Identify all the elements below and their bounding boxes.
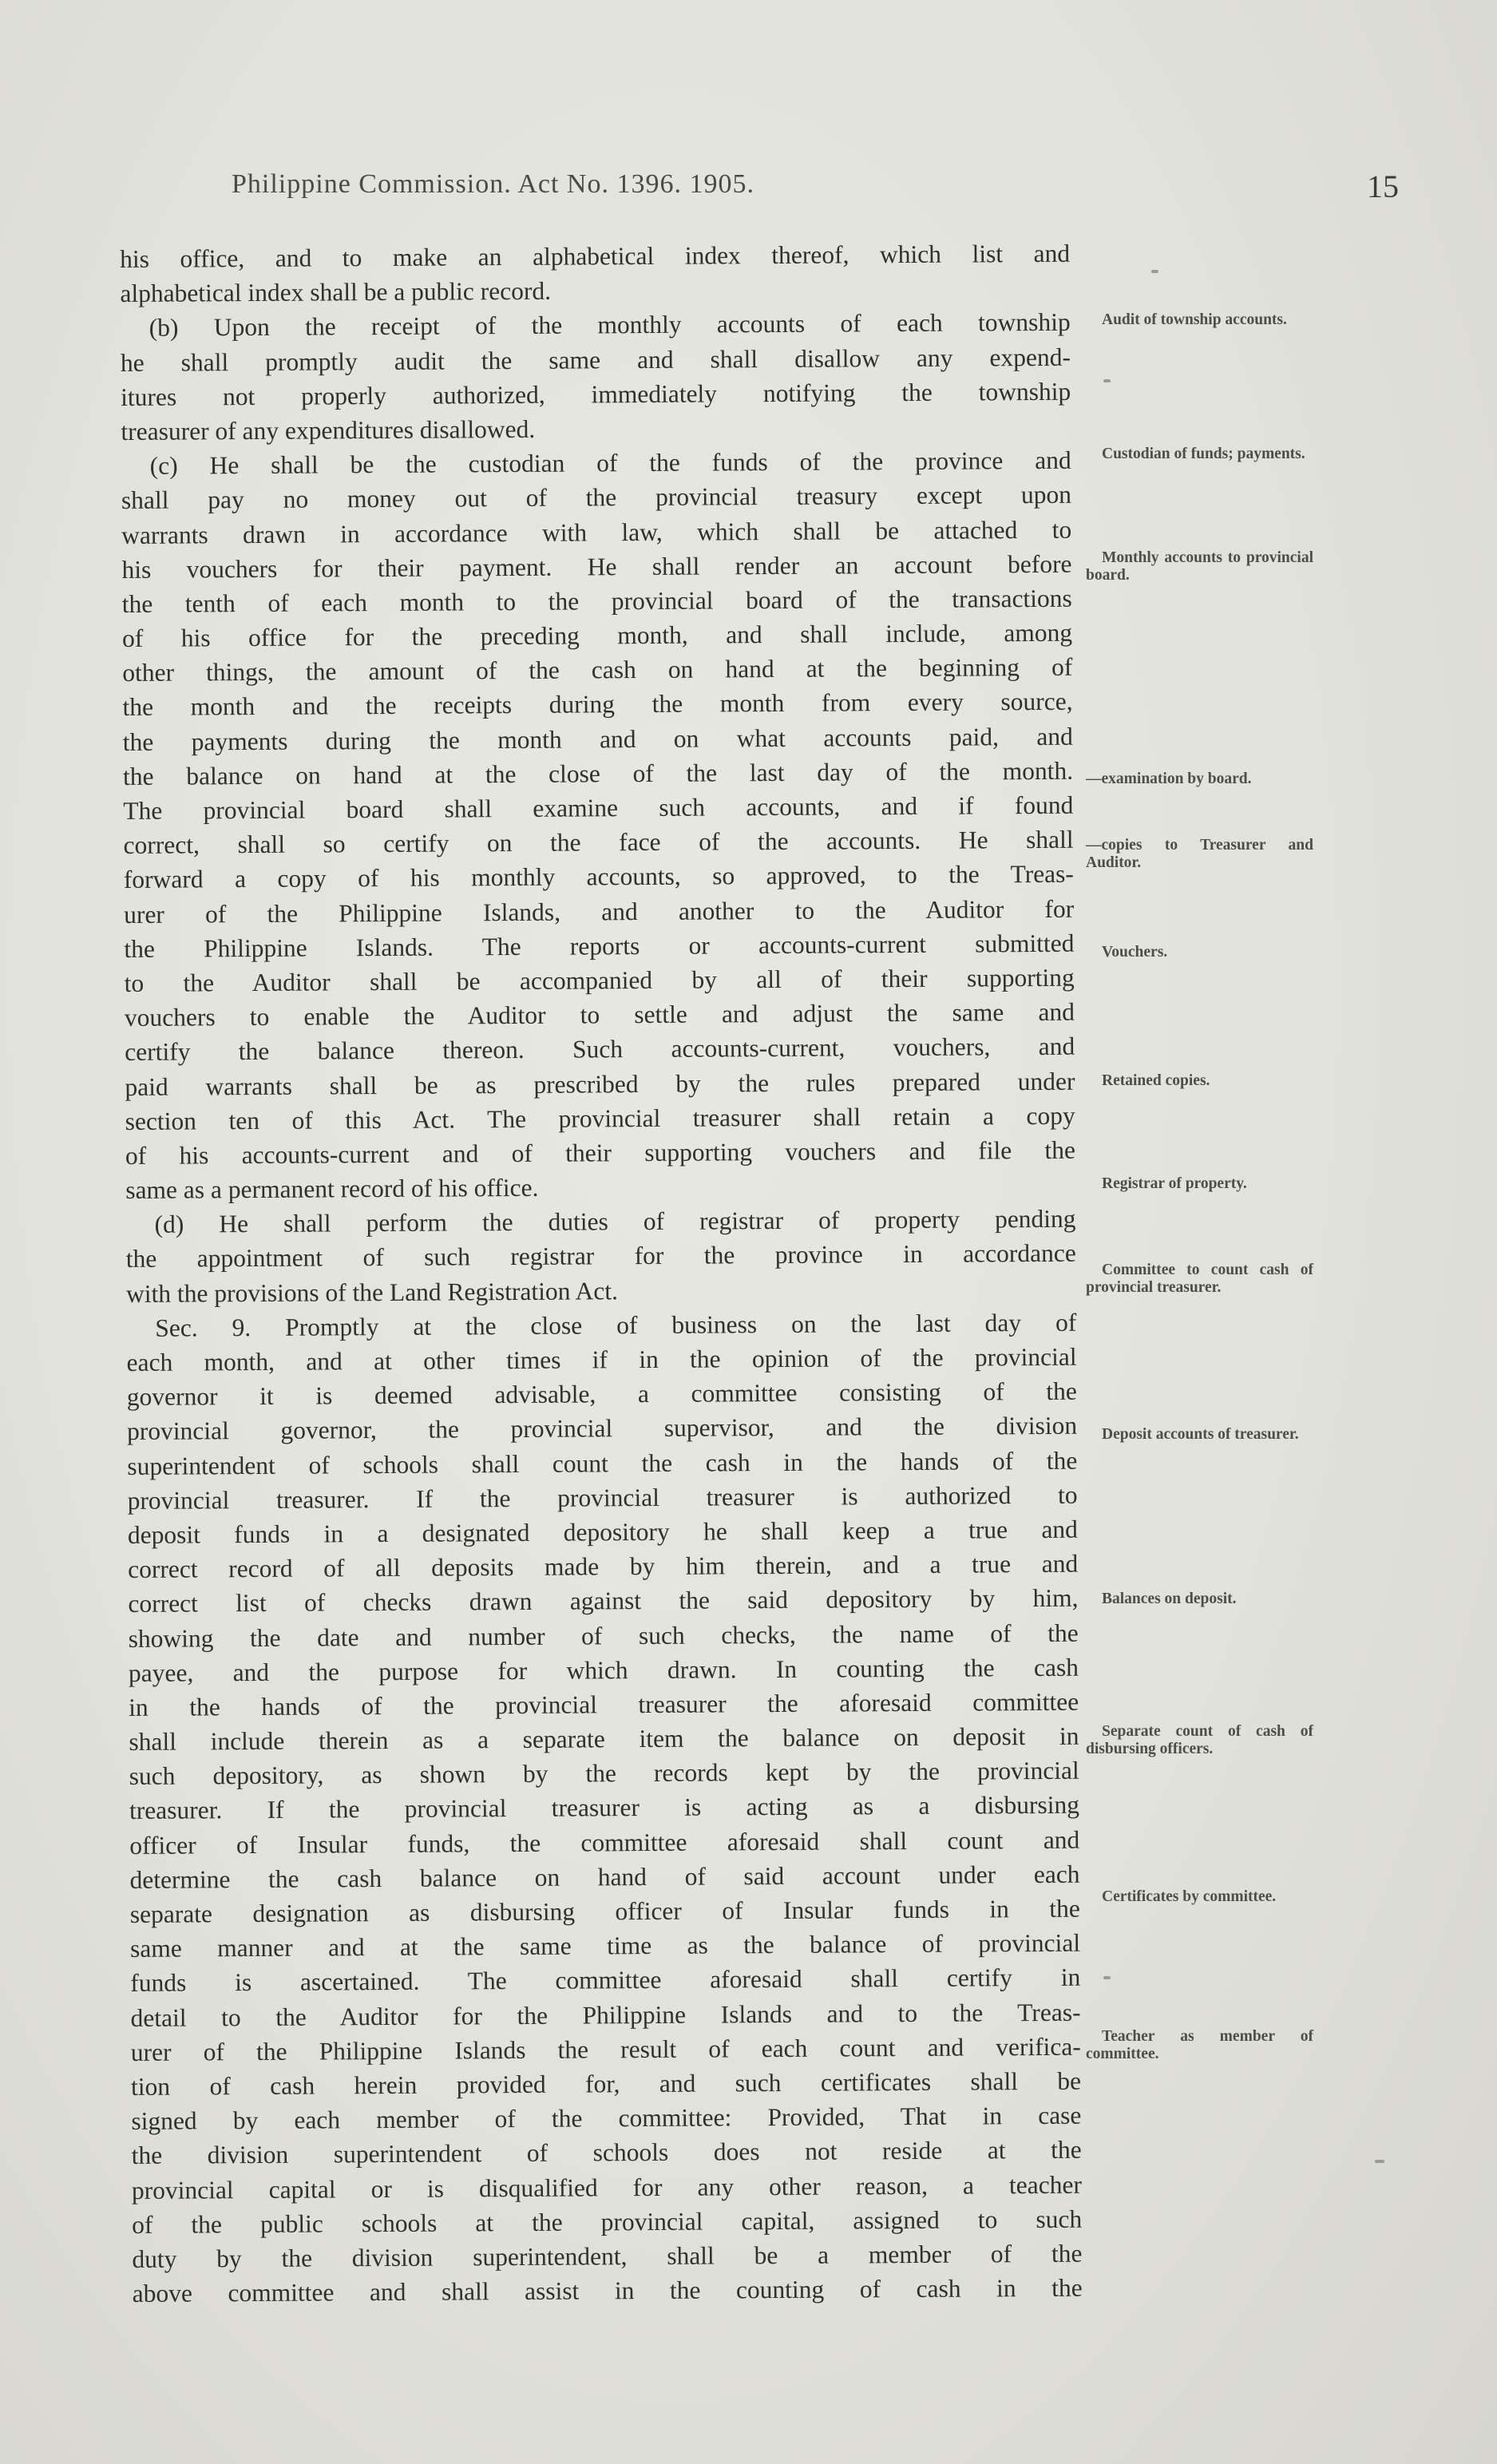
print-speck <box>1151 270 1158 273</box>
text-line: of his office for the preceding month, and shall include, among <box>121 618 1073 653</box>
text-line: determine the cash balance on hand of said account under each <box>129 1860 1080 1894</box>
text-line: the tenth of each month to the provincial board of the transactions <box>121 584 1072 618</box>
text-line: same manner and at the same time as the balance of provincial <box>129 1928 1081 1963</box>
text-line: governor it is deemed advisable, a committee consisting of the <box>126 1377 1077 1412</box>
running-head: Philippine Commission. Act No. 1396. 1905. <box>232 169 754 199</box>
text-line: urer of the Philippine Islands the result of each count and verifica- <box>130 2032 1081 2066</box>
text-line: he shall promptly audit the same and shall disallow any expend- <box>120 343 1071 377</box>
text-line: separate designation as disbursing officer of Insular funds in the <box>129 1894 1080 1928</box>
text-line: Sec. 9. Promptly at the close of business on the last day of <box>155 1308 1077 1342</box>
text-line: his vouchers for their payment. He shall render an account before <box>121 549 1072 584</box>
text-line: payee, and the purpose for which drawn. In counting the cash <box>128 1653 1079 1687</box>
text-line: same as a permanent record of his office. <box>125 1173 539 1205</box>
text-line: detail to the Auditor for the Philippine Islands and to the Treas- <box>130 1998 1081 2032</box>
text-line: other things, the amount of the cash on hand at the beginning of <box>122 652 1073 687</box>
side-note-vouchers: Vouchers. <box>1102 944 1168 961</box>
text-line: the appointment of such registrar for the province in accordance <box>125 1239 1076 1274</box>
text-line: each month, and at other times if in the opinion of the provincial <box>126 1342 1077 1377</box>
text-line: with the provisions of the Land Registration Act. <box>125 1276 619 1308</box>
text-line: above committee and shall assist in the counting of cash in the <box>132 2273 1083 2308</box>
text-line: the balance on hand at the close of the last day of the month. <box>122 756 1074 790</box>
text-line: vouchers to enable the Auditor to settle and adjust the same and <box>124 997 1075 1032</box>
text-line: such depository, as shown by the records kept by the provincial <box>129 1756 1079 1791</box>
side-note-balances-on-deposit: Balances on deposit. <box>1102 1591 1237 1607</box>
text-line: certify the balance thereon. Such accounts-current, vouchers, and <box>125 1032 1075 1067</box>
side-note-retained-copies: Retained copies. <box>1102 1072 1210 1089</box>
print-speck <box>1375 2160 1384 2163</box>
text-line: the month and the receipts during the month from every source, <box>122 687 1073 722</box>
text-line: in the hands of the provincial treasurer the aforesaid committee <box>129 1687 1079 1721</box>
text-line: shall include therein as a separate item the balance on deposit in <box>129 1721 1079 1757</box>
text-line: his office, and to make an alphabetical index thereof, which list and <box>120 239 1071 273</box>
text-line: The provincial board shall examine such accounts, and if found <box>123 790 1074 825</box>
text-line: officer of Insular funds, the committee aforesaid shall count and <box>129 1825 1080 1860</box>
text-line: showing the date and number of such checks, the name of the <box>128 1618 1079 1653</box>
side-note-copies-to-treasurer: —copies to Treasurer and Auditor. <box>1086 837 1313 871</box>
text-line: shall pay no money out of the provincial treasury except upon <box>121 481 1072 515</box>
text-line: signed by each member of the committee: Provided, That in case <box>131 2101 1082 2136</box>
text-line: the Philippine Islands. The reports or accounts-current submitted <box>124 929 1075 963</box>
text-line: of his accounts-current and of their supporting vouchers and file the <box>125 1135 1076 1170</box>
text-line: funds is ascertained. The committee aforesaid shall certify in <box>130 1963 1081 1998</box>
text-line: deposit funds in a designated depository he shall keep a true and <box>127 1515 1078 1549</box>
text-line: of the public schools at the provincial capital, assigned to such <box>132 2205 1083 2239</box>
text-line: itures not properly authorized, immediately notifying the township <box>121 377 1071 411</box>
text-line: (b) Upon the receipt of the monthly accounts of each township <box>149 308 1071 343</box>
text-line: correct list of checks drawn against the said depository by him, <box>128 1584 1079 1618</box>
text-line: treasurer. If the provincial treasurer is acting as a disbursing <box>129 1791 1080 1825</box>
text-line: duty by the division superintendent, shall be a member of the <box>132 2239 1083 2273</box>
text-line: forward a copy of his monthly accounts, so approved, to the Treas- <box>123 860 1074 894</box>
text-line: tion of cash herein provided for, and such certificates shall be <box>131 2066 1082 2101</box>
text-line: warrants drawn in accordance with law, which shall be attached to <box>121 515 1072 549</box>
text-line: urer of the Philippine Islands, and another to the Auditor for <box>124 894 1075 929</box>
text-line: treasurer of any expenditures disallowed. <box>121 414 536 446</box>
body-text <box>120 236 1083 2311</box>
text-line: section ten of this Act. The provincial treasurer shall retain a copy <box>125 1101 1075 1135</box>
print-speck <box>1103 1976 1111 1979</box>
text-line: to the Auditor shall be accompanied by all of their supporting <box>124 963 1075 997</box>
text-line: provincial capital or is disqualified for any other reason, a teacher <box>131 2170 1082 2205</box>
side-note-audit-of-township-accounts: Audit of township accounts. <box>1102 311 1287 328</box>
text-line: provincial treasurer. If the provincial treasurer is authorized to <box>127 1480 1078 1515</box>
text-line: (d) He shall perform the duties of registrar of property pending <box>154 1204 1076 1239</box>
side-note-certificates-by-committee: Certificates by committee. <box>1102 1888 1277 1905</box>
print-speck <box>1103 379 1111 382</box>
side-note-separate-count: Separate count of cash of disbursing officers. <box>1086 1723 1313 1757</box>
text-line: paid warrants shall be as prescribed by the rules prepared under <box>125 1067 1075 1101</box>
text-line: correct record of all deposits made by him therein, and a true and <box>128 1549 1079 1584</box>
side-note-registrar-of-property: Registrar of property. <box>1102 1175 1247 1192</box>
side-note-custodian-of-funds: Custodian of funds; payments. <box>1102 446 1305 462</box>
side-note-examination-by-board: —examination by board. <box>1086 770 1252 787</box>
text-line: the division superintendent of schools does not reside at the <box>131 2135 1082 2170</box>
text-line: superintendent of schools shall count the cash in the hands of the <box>127 1446 1078 1480</box>
text-line: alphabetical index shall be a public record. <box>120 276 552 308</box>
side-note-deposit-accounts: Deposit accounts of treasurer. <box>1102 1426 1299 1443</box>
text-line: (c) He shall be the custodian of the funds of the province and <box>149 446 1071 480</box>
side-note-monthly-accounts: Monthly accounts to provincial board. <box>1086 549 1313 584</box>
text-line: provincial governor, the provincial supervisor, and the division <box>126 1412 1078 1446</box>
side-note-teacher-as-member: Teacher as member of committee. <box>1086 2028 1313 2062</box>
text-line: correct, shall so certify on the face of the accounts. He shall <box>123 825 1074 860</box>
page-number: 15 <box>1367 168 1399 204</box>
side-note-committee-to-count-cash: Committee to count cash of provincial treasurer. <box>1086 1262 1313 1296</box>
text-line: the payments during the month and on what accounts paid, and <box>122 722 1073 756</box>
